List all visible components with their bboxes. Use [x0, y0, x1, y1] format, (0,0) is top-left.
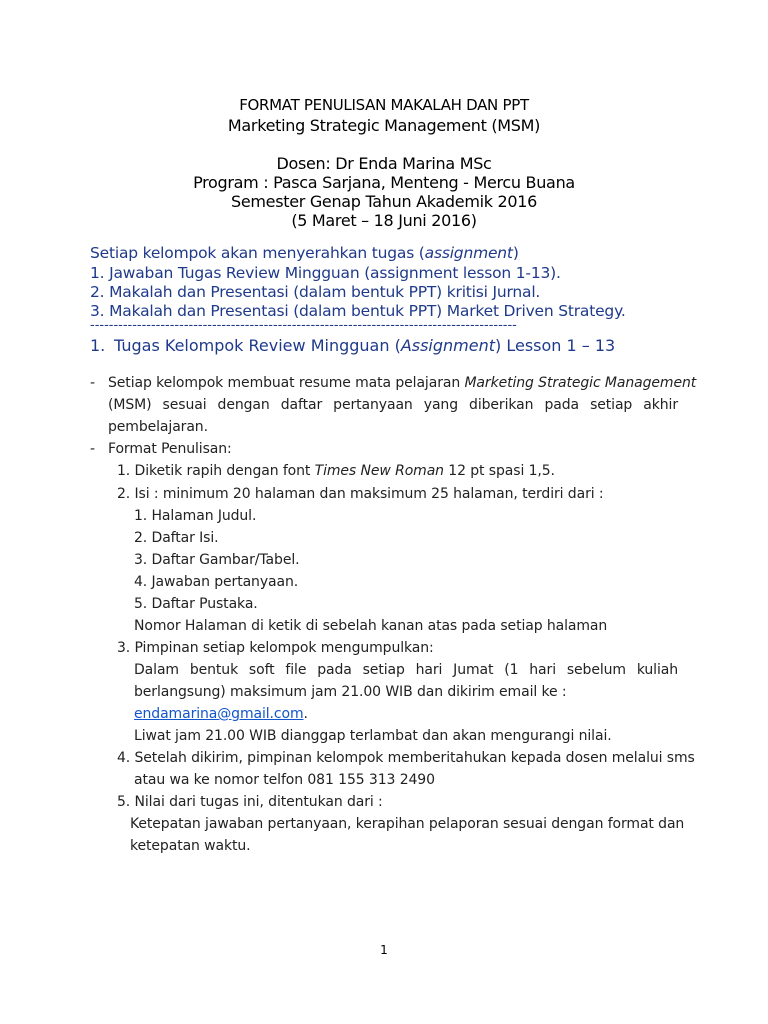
- separator-line: -------------------------------------------------------------------------------------------: [90, 318, 517, 333]
- bullet-dash: -: [90, 441, 96, 457]
- sub-list-item: 2. Daftar Isi.: [134, 530, 219, 546]
- program-line: Program : Pasca Sarjana, Menteng - Mercu Buana: [193, 173, 575, 192]
- intro-item-3: 3. Makalah dan Presentasi (dalam bentuk PPT) Market Driven Strategy.: [90, 302, 626, 320]
- paragraph-resume-line3: pembelajaran.: [108, 419, 208, 435]
- page-number: 1: [380, 943, 388, 957]
- semester-line: Semester Genap Tahun Akademik 2016: [230, 192, 538, 211]
- doc-subtitle: Marketing Strategic Management (MSM): [227, 116, 541, 135]
- lecturer-line: Dosen: Dr Enda Marina MSc: [276, 154, 492, 173]
- grading-line2: ketepatan waktu.: [130, 838, 251, 854]
- list-item: 4. Setelah dikirim, pimpinan kelompok memberitahukan kepada dosen melalui sms: [117, 750, 695, 766]
- list-item: 1. Diketik rapih dengan font Times New Roman 12 pt spasi 1,5.: [117, 463, 555, 479]
- section-heading: 1. Tugas Kelompok Review Mingguan (Assignment) Lesson 1 – 13: [90, 336, 616, 355]
- sub-list-item: 4. Jawaban pertanyaan.: [134, 574, 299, 590]
- sub-list-item: 1. Halaman Judul.: [134, 508, 257, 524]
- list-item: 3. Pimpinan setiap kelompok mengumpulkan:: [117, 640, 434, 656]
- list-item: 2. Isi : minimum 20 halaman dan maksimum 25 halaman, terdiri dari :: [117, 486, 604, 502]
- format-heading: Format Penulisan:: [108, 441, 232, 457]
- intro-item-1: 1. Jawaban Tugas Review Mingguan (assignment lesson 1-13).: [90, 264, 561, 282]
- paragraph-resume-line1: Setiap kelompok membuat resume mata pelajaran Marketing Strategic Management: [108, 375, 697, 391]
- doc-title: FORMAT PENULISAN MAKALAH DAN PPT: [239, 96, 529, 114]
- submission-line2: berlangsung) maksimum jam 21.00 WIB dan dikirim email ke :: [134, 684, 567, 700]
- list-item: 5. Nilai dari tugas ini, ditentukan dari :: [117, 794, 383, 810]
- list-item-continuation: atau wa ke nomor telfon 081 155 313 2490: [134, 772, 435, 788]
- intro-lead: Setiap kelompok akan menyerahkan tugas (assignment): [90, 244, 519, 262]
- bullet-dash: -: [90, 375, 96, 391]
- sub-list-item: 3. Daftar Gambar/Tabel.: [134, 552, 300, 568]
- paragraph-resume-line2: (MSM) sesuai dengan daftar pertanyaan yang diberikan pada setiap akhir: [108, 397, 678, 413]
- email-link[interactable]: endamarina@gmail.com: [134, 706, 304, 722]
- late-note: Liwat jam 21.00 WIB dianggap terlambat dan akan mengurangi nilai.: [134, 728, 612, 744]
- email-line: endamarina@gmail.com.: [134, 706, 308, 722]
- page-number-note: Nomor Halaman di ketik di sebelah kanan atas pada setiap halaman: [134, 618, 608, 634]
- date-range: (5 Maret – 18 Juni 2016): [291, 211, 477, 230]
- intro-item-2: 2. Makalah dan Presentasi (dalam bentuk PPT) kritisi Jurnal.: [90, 283, 541, 301]
- grading-line1: Ketepatan jawaban pertanyaan, kerapihan pelaporan sesuai dengan format dan: [130, 816, 685, 832]
- submission-line1: Dalam bentuk soft file pada setiap hari Jumat (1 hari sebelum kuliah: [134, 662, 678, 678]
- sub-list-item: 5. Daftar Pustaka.: [134, 596, 258, 612]
